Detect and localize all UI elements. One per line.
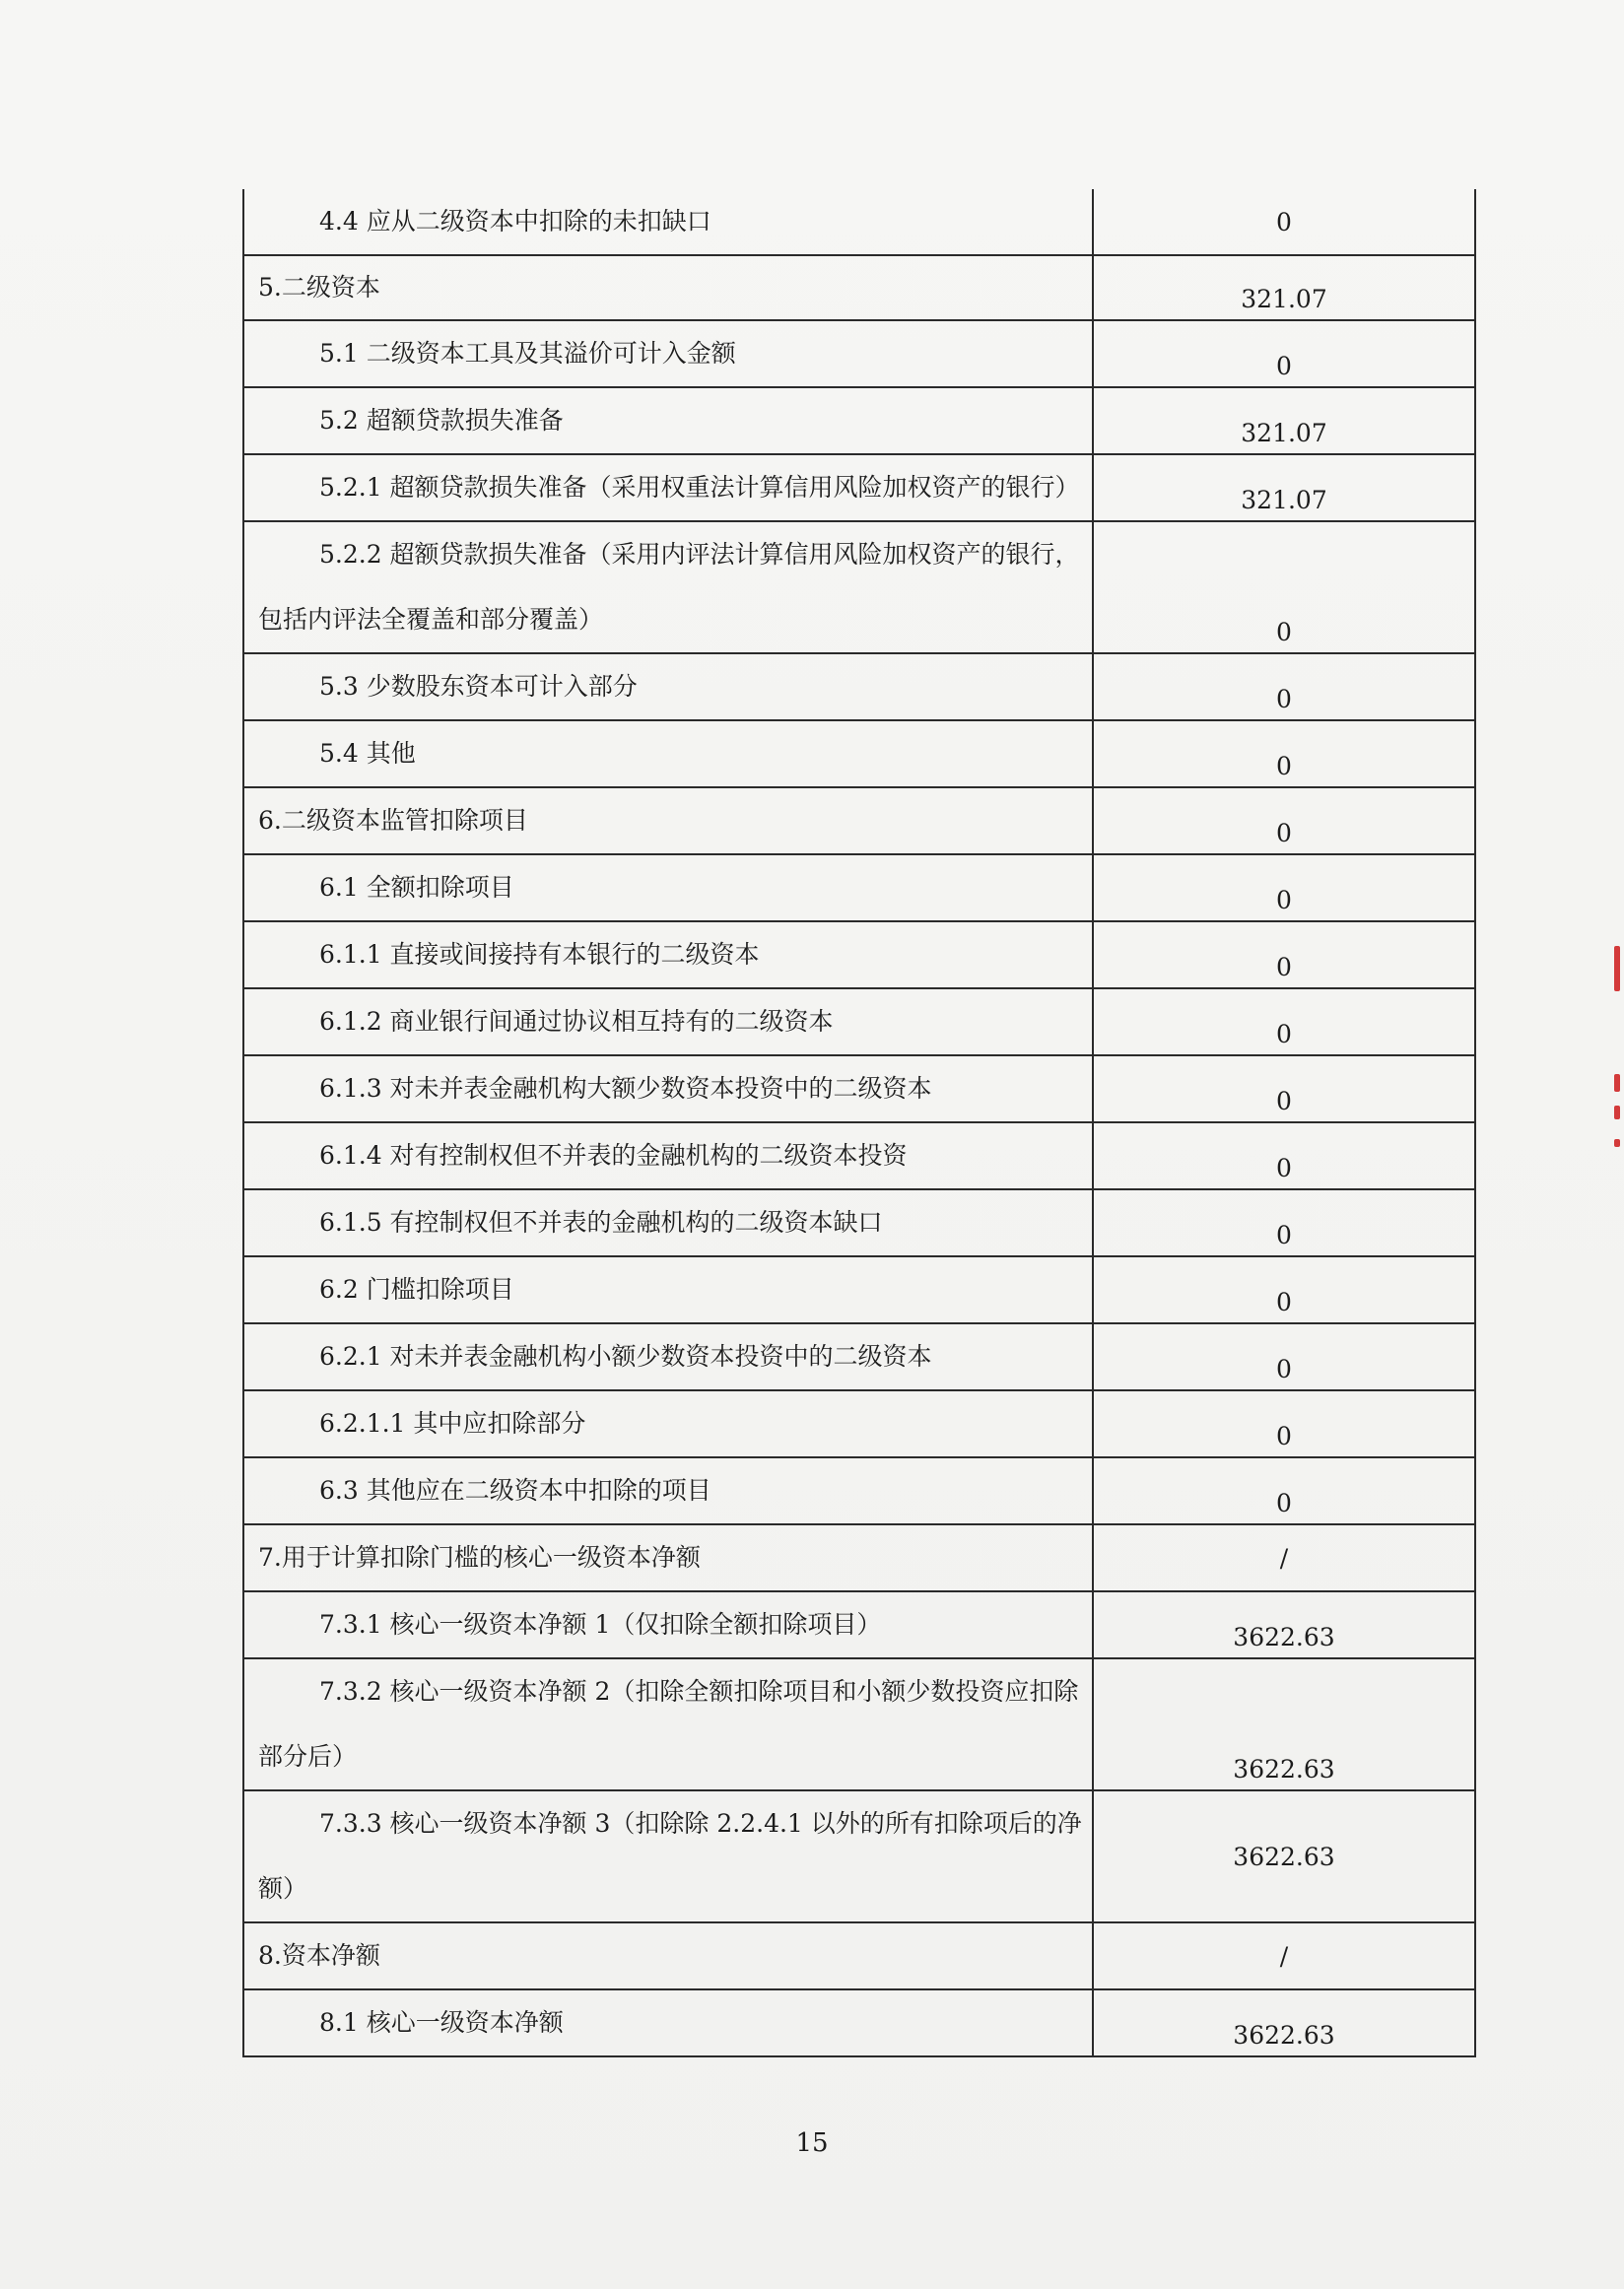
row-label: 6.1.4 对有控制权但不并表的金融机构的二级资本投资 — [243, 1122, 1093, 1189]
row-label: 6.1 全额扣除项目 — [243, 854, 1093, 921]
row-value: 3622.63 — [1093, 1989, 1475, 2056]
table-row — [243, 521, 1475, 653]
row-label: 6.1.5 有控制权但不并表的金融机构的二级资本缺口 — [243, 1189, 1093, 1256]
row-value: 3622.63 — [1093, 1658, 1475, 1790]
table-row — [243, 1922, 1475, 1989]
row-label: 5.2 超额贷款损失准备 — [243, 387, 1093, 454]
table-row — [243, 387, 1475, 454]
row-label: 4.4 应从二级资本中扣除的未扣缺口 — [243, 189, 1093, 255]
row-value: 0 — [1093, 720, 1475, 787]
table-row — [243, 1189, 1475, 1256]
edge-mark — [1614, 1074, 1620, 1092]
table-row — [243, 1790, 1475, 1922]
table-row — [243, 1989, 1475, 2056]
row-label: 6.2 门槛扣除项目 — [243, 1256, 1093, 1323]
row-label: 7.用于计算扣除门槛的核心一级资本净额 — [243, 1524, 1093, 1591]
table-row — [243, 1658, 1475, 1790]
row-value: 0 — [1093, 521, 1475, 653]
row-value: 0 — [1093, 653, 1475, 720]
row-value: 0 — [1093, 189, 1475, 255]
row-label: 5.3 少数股东资本可计入部分 — [243, 653, 1093, 720]
table-row — [243, 255, 1475, 320]
row-label: 5.4 其他 — [243, 720, 1093, 787]
row-value: 3622.63 — [1093, 1591, 1475, 1658]
table-row — [243, 1323, 1475, 1390]
row-value: 0 — [1093, 988, 1475, 1055]
row-label: 6.2.1.1 其中应扣除部分 — [243, 1390, 1093, 1457]
table-row — [243, 1122, 1475, 1189]
row-value: 0 — [1093, 1256, 1475, 1323]
row-label: 7.3.3 核心一级资本净额 3（扣除除 2.2.4.1 以外的所有扣除项后的净额） — [243, 1790, 1093, 1922]
table-row — [243, 1256, 1475, 1323]
table-row — [243, 1055, 1475, 1122]
table-row — [243, 320, 1475, 387]
table-row — [243, 854, 1475, 921]
row-value: 0 — [1093, 1457, 1475, 1524]
row-value: 321.07 — [1093, 454, 1475, 521]
row-value: 0 — [1093, 854, 1475, 921]
row-label: 5.1 二级资本工具及其溢价可计入金额 — [243, 320, 1093, 387]
row-value: 3622.63 — [1093, 1790, 1475, 1922]
table-row — [243, 1390, 1475, 1457]
row-label: 5.2.1 超额贷款损失准备（采用权重法计算信用风险加权资产的银行） — [243, 454, 1093, 521]
table-row — [243, 921, 1475, 988]
row-value: 0 — [1093, 1122, 1475, 1189]
row-label: 6.2.1 对未并表金融机构小额少数资本投资中的二级资本 — [243, 1323, 1093, 1390]
row-label: 6.3 其他应在二级资本中扣除的项目 — [243, 1457, 1093, 1524]
edge-mark — [1614, 1106, 1620, 1119]
row-label: 8.资本净额 — [243, 1922, 1093, 1989]
row-label: 6.二级资本监管扣除项目 — [243, 787, 1093, 854]
row-value: 321.07 — [1093, 255, 1475, 320]
table-row — [243, 787, 1475, 854]
row-value: 0 — [1093, 921, 1475, 988]
row-label: 6.1.1 直接或间接持有本银行的二级资本 — [243, 921, 1093, 988]
row-value: / — [1093, 1524, 1475, 1591]
edge-mark — [1614, 1139, 1620, 1147]
row-value: 321.07 — [1093, 387, 1475, 454]
row-value: 0 — [1093, 320, 1475, 387]
row-value: / — [1093, 1922, 1475, 1989]
row-label: 5.2.2 超额贷款损失准备（采用内评法计算信用风险加权资产的银行，包括内评法全覆盖和部分覆盖） — [243, 521, 1093, 653]
row-value: 0 — [1093, 1323, 1475, 1390]
row-value: 0 — [1093, 1390, 1475, 1457]
table-row — [243, 1457, 1475, 1524]
row-label: 7.3.2 核心一级资本净额 2（扣除全额扣除项目和小额少数投资应扣除部分后） — [243, 1658, 1093, 1790]
capital-table — [242, 189, 1476, 2057]
row-label: 6.1.3 对未并表金融机构大额少数资本投资中的二级资本 — [243, 1055, 1093, 1122]
table-row — [243, 653, 1475, 720]
edge-mark — [1614, 946, 1620, 991]
table-row — [243, 988, 1475, 1055]
row-value: 0 — [1093, 1189, 1475, 1256]
table-row — [243, 1524, 1475, 1591]
row-label: 8.1 核心一级资本净额 — [243, 1989, 1093, 2056]
table-row — [243, 1591, 1475, 1658]
row-value: 0 — [1093, 787, 1475, 854]
table-row — [243, 454, 1475, 521]
table-row — [243, 720, 1475, 787]
page-number: 15 — [795, 2128, 829, 2158]
row-label: 5.二级资本 — [243, 255, 1093, 320]
row-label: 7.3.1 核心一级资本净额 1（仅扣除全额扣除项目） — [243, 1591, 1093, 1658]
table-row — [243, 189, 1475, 255]
row-label: 6.1.2 商业银行间通过协议相互持有的二级资本 — [243, 988, 1093, 1055]
row-value: 0 — [1093, 1055, 1475, 1122]
